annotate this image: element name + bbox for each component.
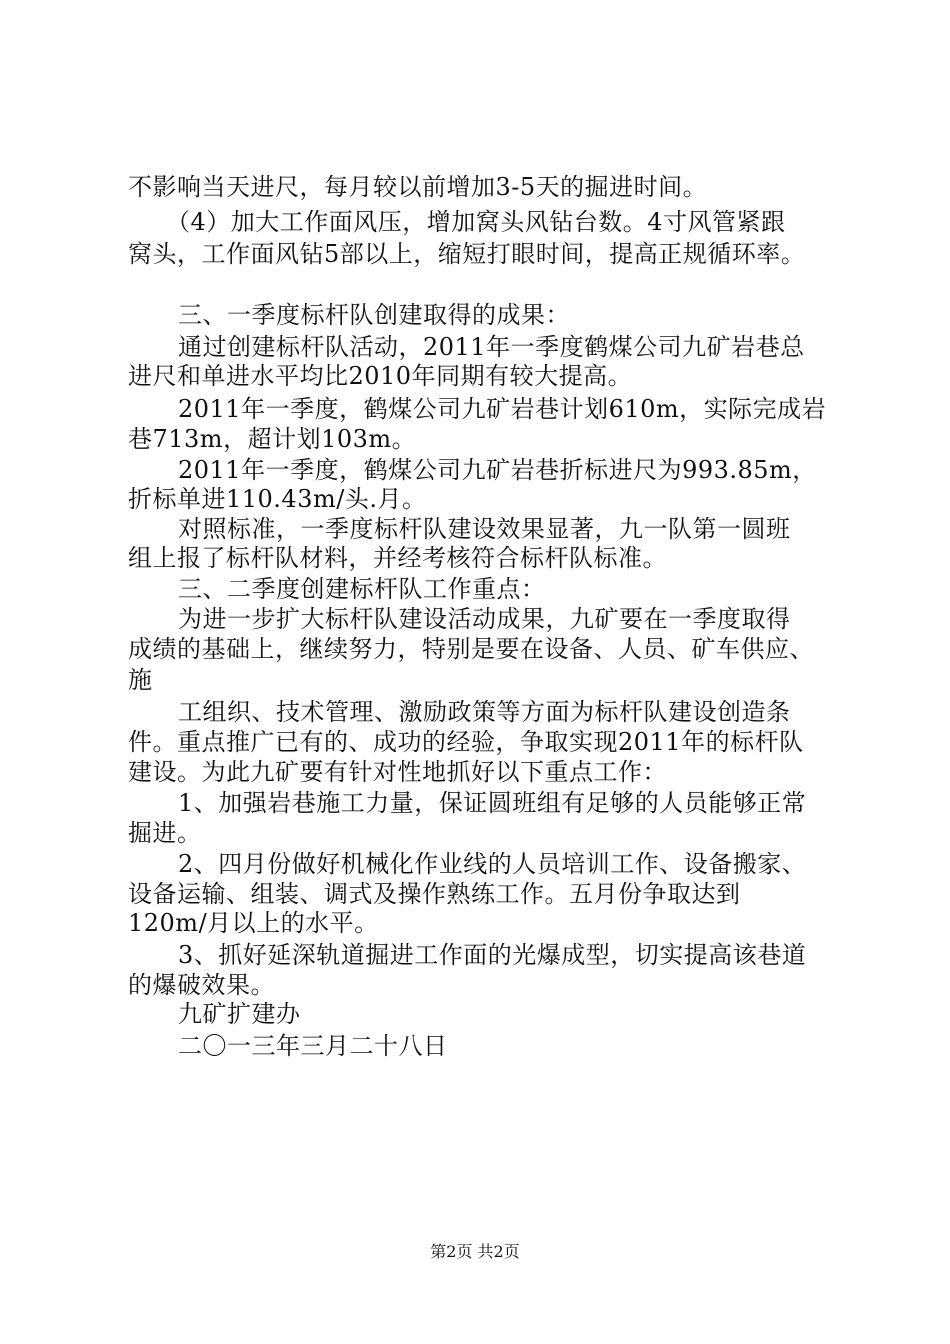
text-line: 不影响当天进尺，每月较以前增加3-5天的掘进时间。	[128, 173, 708, 201]
text-line: 掘进。	[128, 819, 202, 847]
text-line: 工组织、技术管理、激励政策等方面为标杆队建设创造条	[178, 698, 791, 726]
text-line: 组上报了标杆队材料，并经考核符合标杆队标准。	[128, 544, 667, 572]
text-line: 成绩的基础上，继续努力，特别是要在设备、人员、矿车供应、	[128, 635, 814, 663]
text-line: 1、加强岩巷施工力量，保证圆班组有足够的人员能够正常	[178, 789, 807, 817]
text-line: （4）加大工作面风压，增加窝头风钻台数。4寸风管紧跟	[166, 208, 786, 236]
text-line: 对照标准，一季度标杆队建设效果显著，九一队第一圆班	[178, 515, 791, 543]
text-line: 窝头，工作面风钻5部以上，缩短打眼时间，提高正规循环率。	[128, 240, 806, 268]
text-line: 巷713m，超计划103m。	[128, 425, 417, 453]
text-line: 建设。为此九矿要有针对性地抓好以下重点工作：	[128, 758, 667, 786]
text-line: 2011年一季度，鹤煤公司九矿岩巷折标进尺为993.85m，	[178, 456, 817, 484]
text-line: 2011年一季度，鹤煤公司九矿岩巷计划610m，实际完成岩	[178, 395, 827, 423]
text-line: 设备运输、组装、调式及操作熟练工作。五月份争取达到	[128, 880, 741, 908]
text-line: 施	[128, 666, 153, 694]
text-line: 件。重点推广已有的、成功的经验，争取实现2011年的标杆队	[128, 728, 804, 756]
text-line: 折标单进110.43m/头.月。	[128, 485, 427, 513]
signature-organization: 九矿扩建办	[178, 1000, 301, 1028]
text-line: 的爆破效果。	[128, 971, 275, 999]
text-line: 进尺和单进水平均比2010年同期有较大提高。	[128, 362, 633, 390]
section-heading: 三、一季度标杆队创建取得的成果：	[178, 301, 570, 329]
text-line: 2、四月份做好机械化作业线的人员培训工作、设备搬家、	[178, 850, 807, 878]
signature-date: 二〇一三年三月二十八日	[178, 1032, 448, 1060]
text-line: 为进一步扩大标杆队建设活动成果，九矿要在一季度取得	[178, 605, 791, 633]
text-line: 120m/月以上的水平。	[128, 909, 379, 937]
page-number-footer: 第2页 共2页	[430, 1242, 520, 1261]
section-heading: 三、二季度创建标杆队工作重点：	[178, 575, 546, 603]
text-line: 3、抓好延深轨道掘进工作面的光爆成型，切实提高该巷道	[178, 941, 807, 969]
text-line: 通过创建标杆队活动，2011年一季度鹤煤公司九矿岩巷总	[178, 333, 805, 361]
